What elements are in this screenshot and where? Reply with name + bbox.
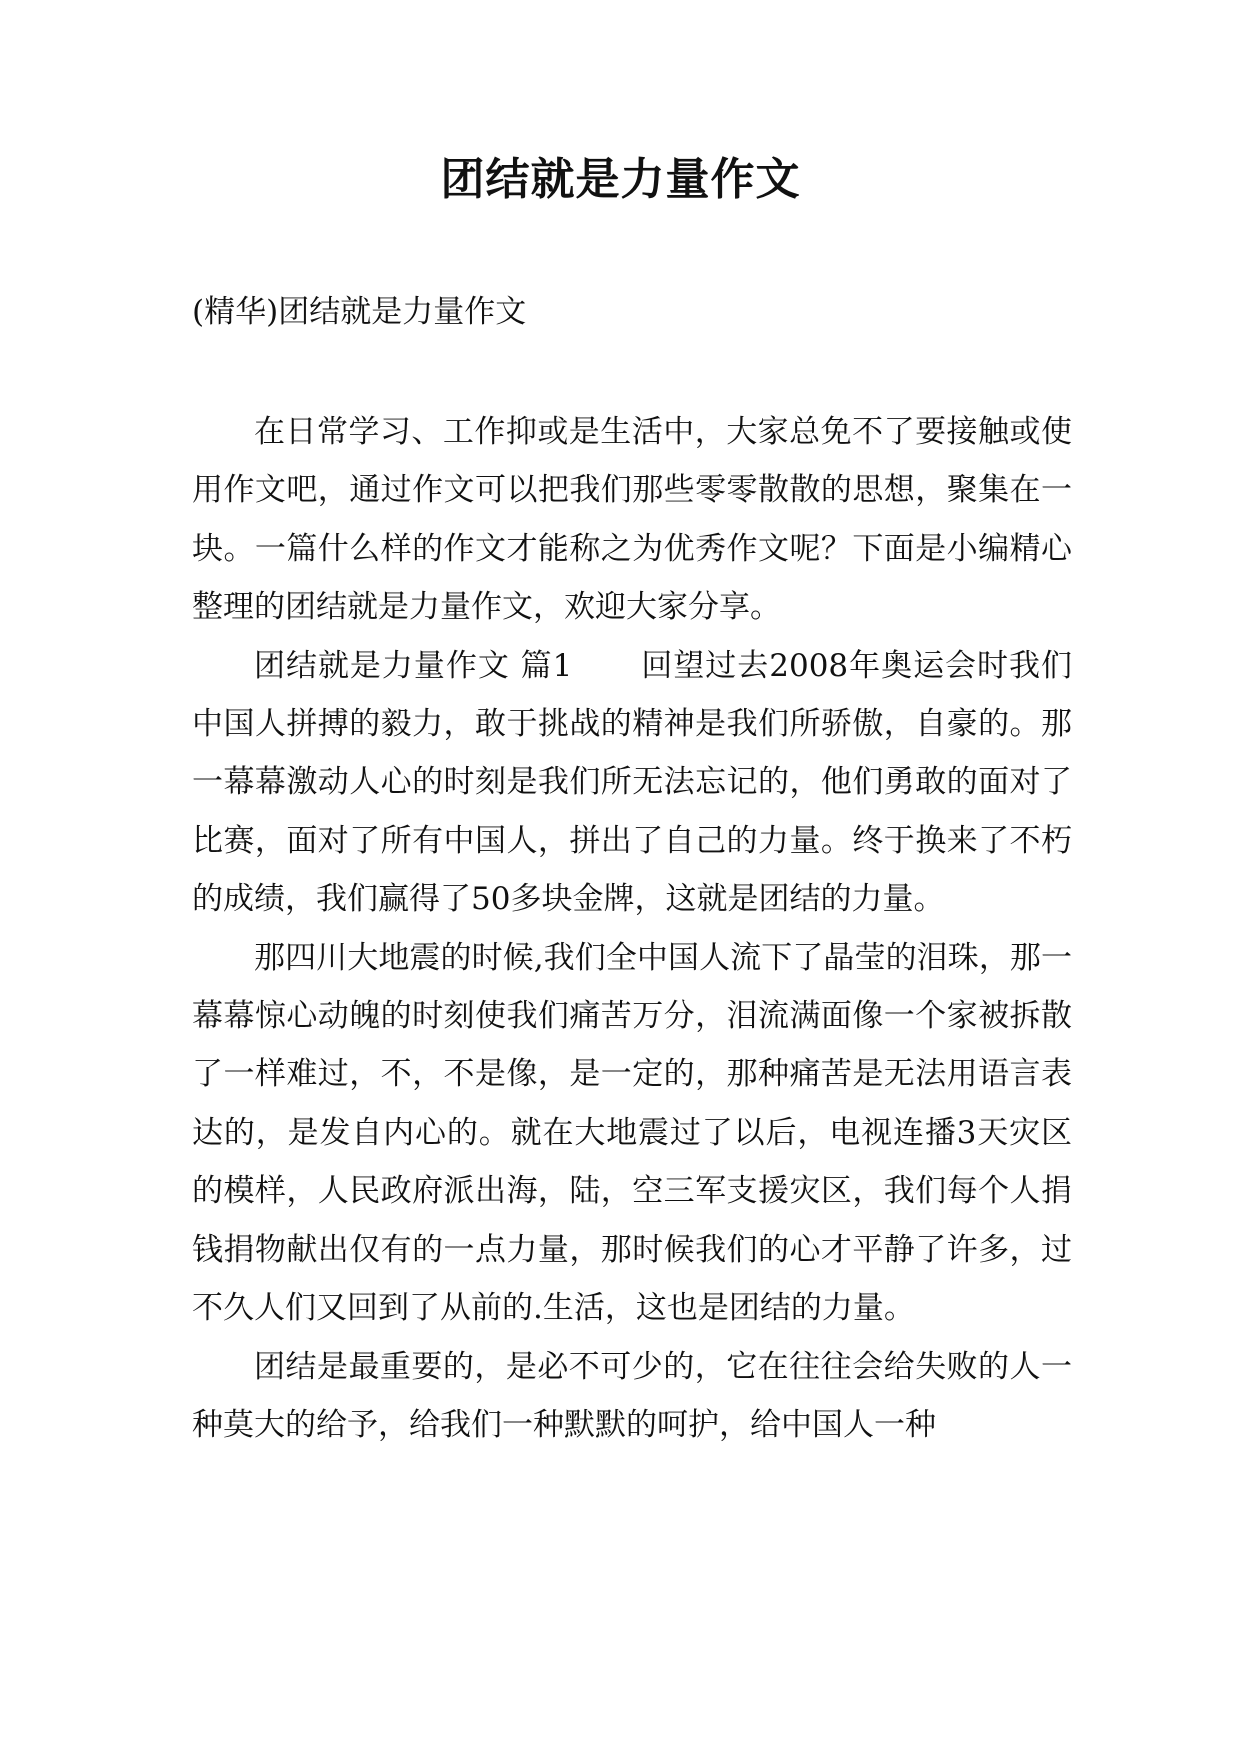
paragraph-2: 那四川大地震的时候,我们全中国人流下了晶莹的泪珠，那一幕幕惊心动魄的时刻使我们痛苦万分，泪流满面像一个家被拆散了一样难过，不，不是像，是一定的，那种痛苦是无法用语言表达的，是发自内心的。就在大地震过了以后，电视连播3天灾区的模样，人民政府派出海，陆，空三军支援灾区，我们每个人捐钱捐物献出仅有的一点力量，那时候我们的心才平静了许多，过不久人们又回到了从前的.生活，这也是团结的力量。 (192, 939, 1072, 1327)
document-subtitle: (精华)团结就是力量作文 (192, 294, 527, 330)
paragraph-3: 团结是最重要的，是必不可少的，它在往往会给失败的人一种莫大的给予，给我们一种默默的呵护，给中国人一种 (192, 1348, 1072, 1443)
section-text: 回望过去2008年奥运会时我们中国人拼搏的毅力，敢于挑战的精神是我们所骄傲，自豪的。那一幕幕激动人心的时刻是我们所无法忘记的，他们勇敢的面对了比赛，面对了所有中国人，拼出了自己的力量。终于换来了不朽的成绩，我们赢得了50多块金牌，这就是团结的力量。 (192, 647, 1072, 918)
section-1-paragraph (192, 637, 1072, 929)
document-title: 团结就是力量作文 (440, 154, 801, 205)
intro-paragraph: 在日常学习、工作抑或是生活中，大家总免不了要接触或使用作文吧，通过作文可以把我们那些零零散散的思想，聚集在一块。一篇什么样的作文才能称之为优秀作文呢？下面是小编精心整理的团结就是力量作文，欢迎大家分享。 (192, 414, 1072, 626)
document-body (192, 403, 1072, 1454)
section-label: 团结就是力量作文 篇1 (254, 647, 573, 684)
